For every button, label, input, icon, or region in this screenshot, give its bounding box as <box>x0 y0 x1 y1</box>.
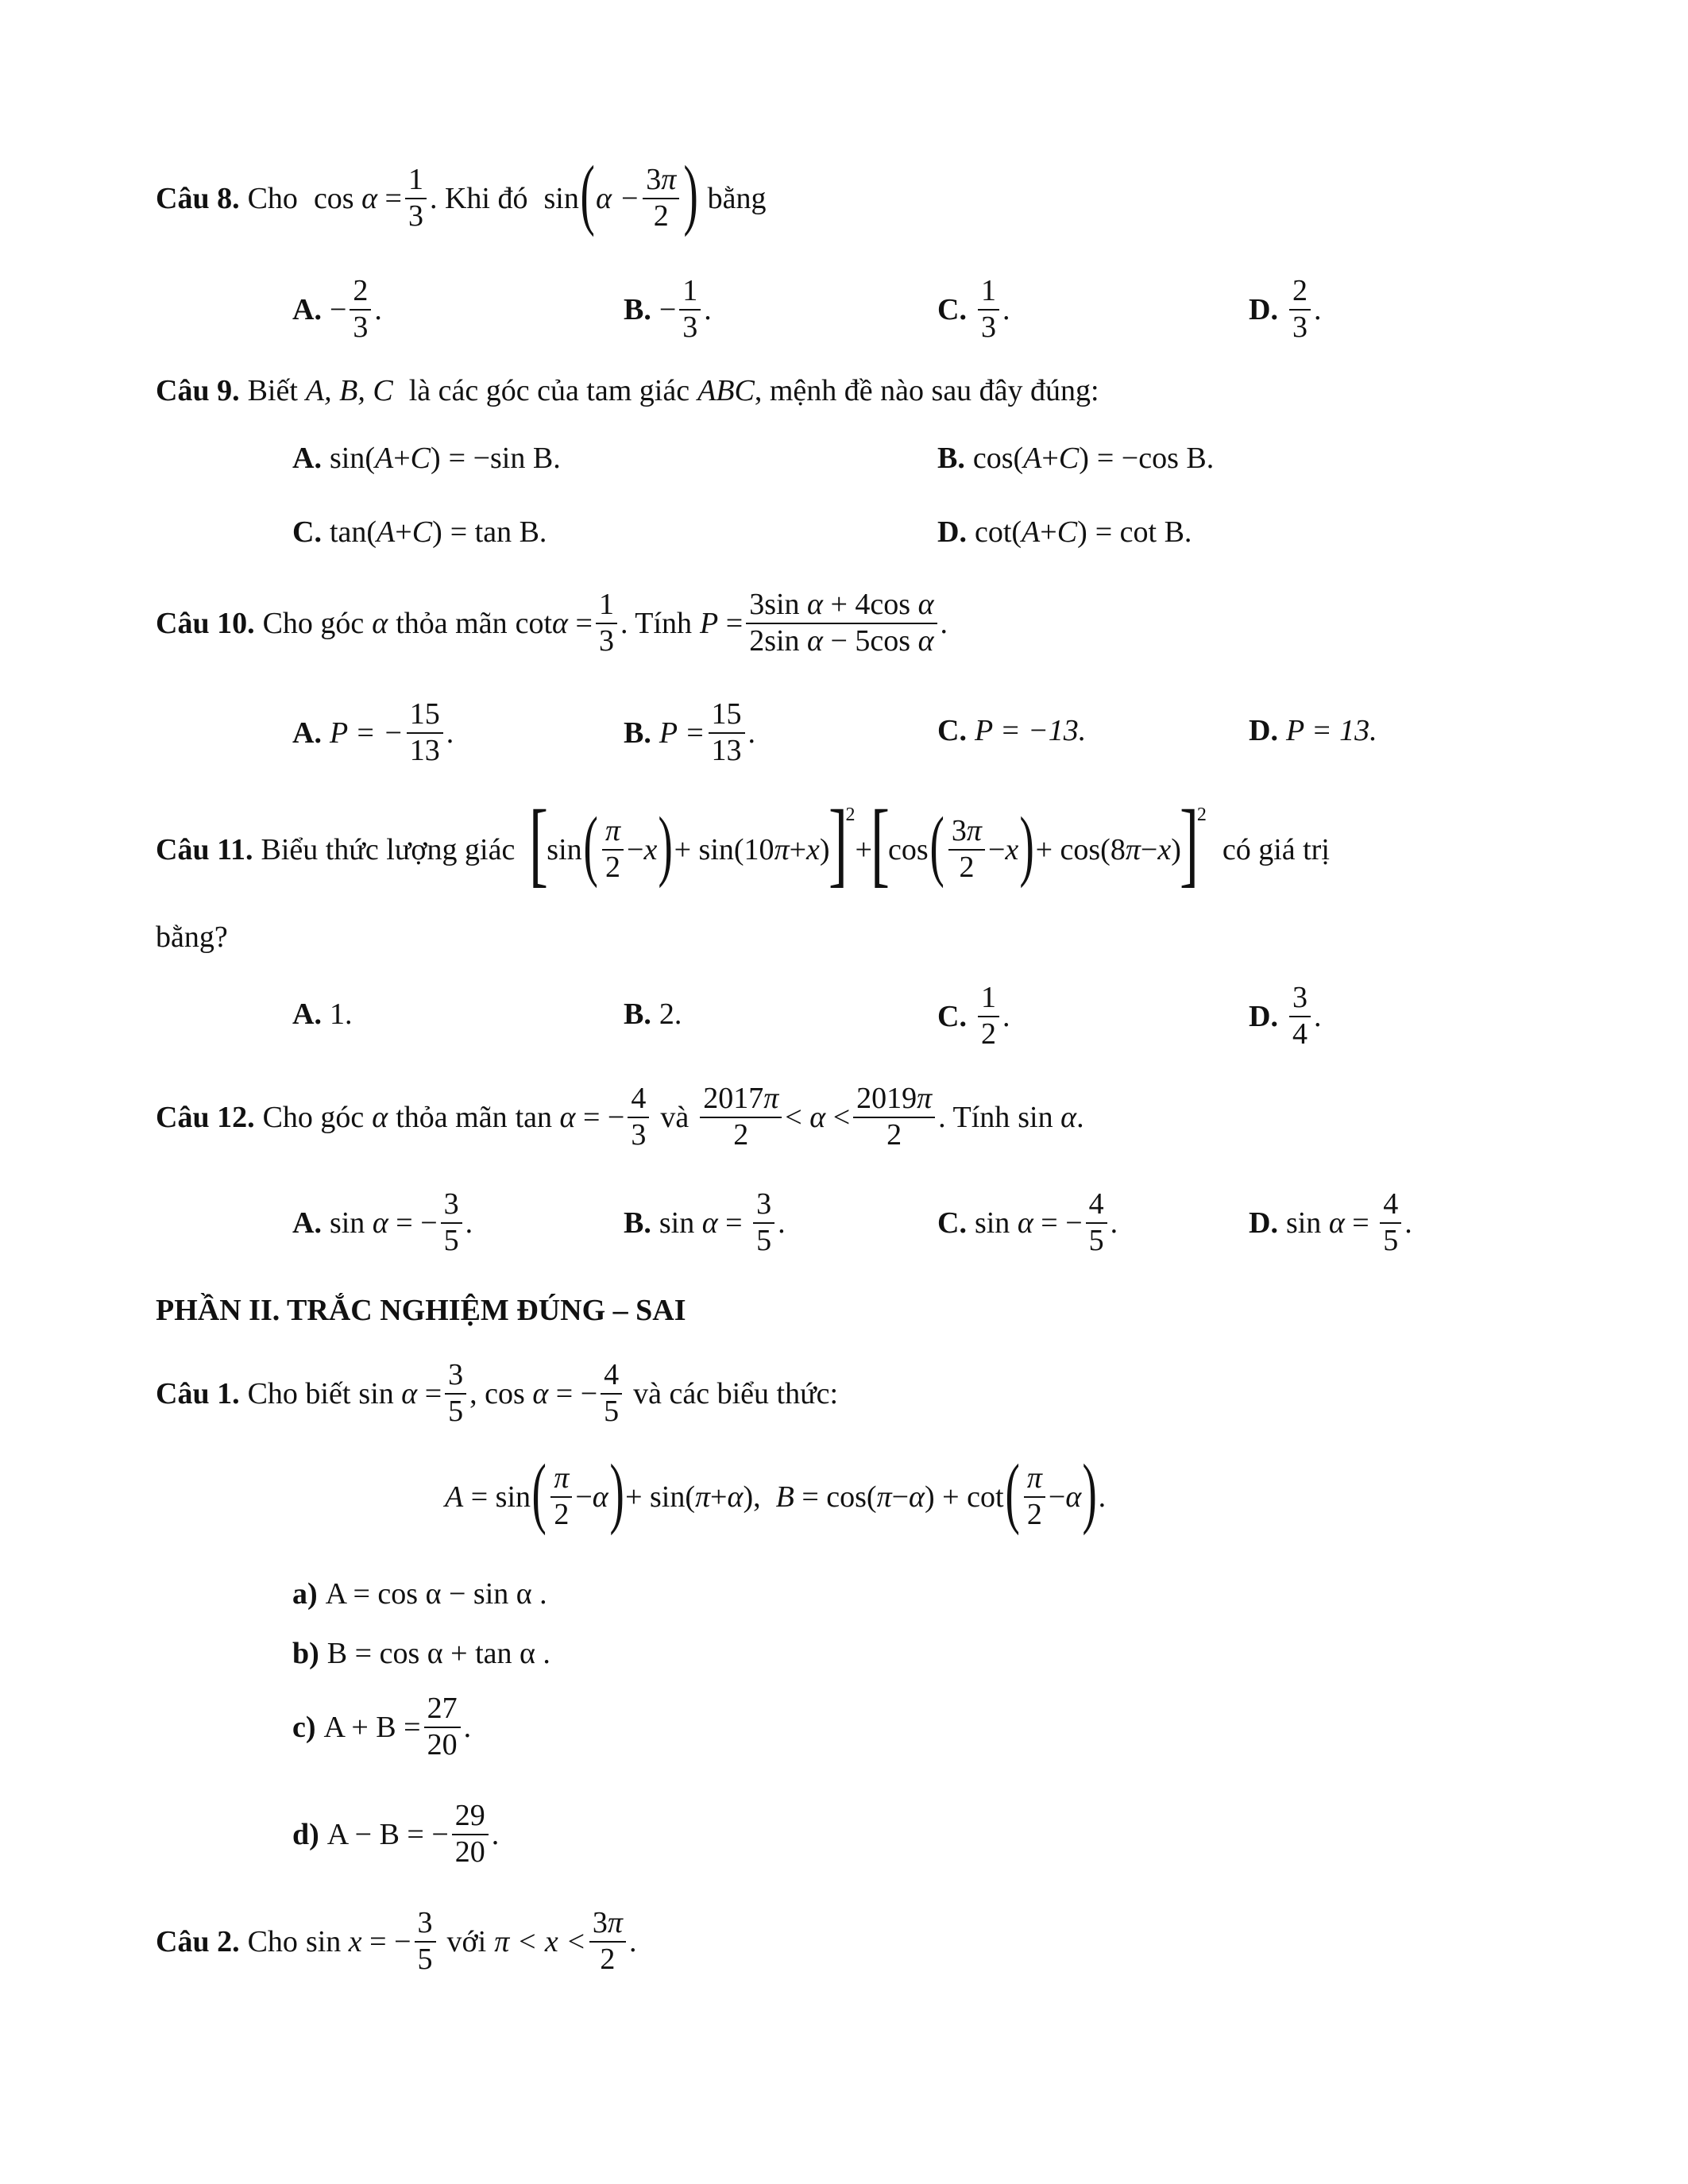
fraction: $\frac{3\pi}{2}$ <box>643 163 679 233</box>
option-label: A. <box>292 1206 322 1240</box>
option-label: A. <box>292 997 322 1031</box>
question-text: và các biểu thức: <box>633 1376 839 1410</box>
question-label: Câu 12. <box>156 1100 255 1134</box>
question-label: Câu 10. <box>156 606 255 640</box>
option-label: D. <box>1249 1206 1278 1240</box>
question-text: . Tính <box>620 606 693 640</box>
fraction: $\frac{1}{2}$ <box>978 981 999 1051</box>
fraction: $\frac{2019\pi}{2}$ <box>853 1082 935 1152</box>
math-expression: = −cos B. <box>1096 442 1215 475</box>
question-text: với <box>446 1924 487 1958</box>
question-text: Cho <box>247 182 298 215</box>
fraction: $\frac{3\pi}{2}$ <box>589 1906 626 1977</box>
math-expression: = tan B. <box>450 515 547 549</box>
fraction: $\frac{3}{4}$ <box>1289 981 1311 1051</box>
math-expression: tan α = − <box>515 1100 625 1134</box>
question-text: Cho <box>247 1924 298 1958</box>
question-12: Câu 12. Cho góc α thỏa mãn tan α = − $\frac{4}{3}$ và $\frac{2017\pi}{2}$ < α < $\frac{2019\pi}{2}$ . Tính sin α. <box>156 1082 1084 1152</box>
question-label: Câu 11. <box>156 833 253 866</box>
fraction: $\frac{1}{3}$ <box>978 274 999 345</box>
math-expression: P = −13. <box>974 714 1087 747</box>
question-text: . Khi đó <box>429 182 528 215</box>
math-expression: cos α = <box>313 182 402 215</box>
option-a: A. sin α = − $\frac{3}{5}$ . <box>292 1187 473 1257</box>
question-text: . Tính <box>938 1100 1010 1134</box>
question-11: Câu 11. Biểu thức lượng giác [ sin ( $\frac{\pi}{2}$ − x ) + sin(10 π + x ) ] 2 + [ cos ( $\frac{3\pi}{2}$ − x ) + cos(8 π − x ) ] 2 có giá trị <box>156 790 1330 896</box>
statement-a <box>292 1576 547 1611</box>
option-label: C. <box>937 292 967 326</box>
question-text: và <box>660 1100 689 1134</box>
option-d: D. $\frac{3}{4}$ . <box>1249 981 1322 1051</box>
fraction: $\frac{2017\pi}{2}$ <box>700 1082 782 1152</box>
fraction: $\frac{1}{3}$ <box>679 274 701 345</box>
option-b: B. − $\frac{1}{3}$ . <box>624 274 712 344</box>
option-c: C. $\frac{1}{3}$ . <box>937 274 1010 344</box>
option-label: A. <box>292 716 322 750</box>
option-label: B. <box>624 997 651 1031</box>
math-expression: cotα = <box>515 606 593 640</box>
option-label: D. <box>937 515 967 549</box>
option-a: A. sin ( A + C ) = −sin B. <box>292 442 561 475</box>
option-label: C. <box>937 1206 967 1240</box>
fraction: $\frac{4}{5}$ <box>1086 1187 1107 1258</box>
question-label: Câu 9. <box>156 374 240 407</box>
math-expression: sin α. <box>1018 1100 1084 1134</box>
fraction: $\frac{1}{3}$ <box>596 588 617 658</box>
question-10: Câu 10. Cho góc α thỏa mãn cotα = $\frac{1}{3}$ . Tính P = $\frac{\text{3sin α + 4cos α}}{\text{2sin α − 5cos α}}$ . <box>156 588 948 658</box>
fraction: $\frac{2}{3}$ <box>350 274 371 345</box>
math-expression: , cos α = − <box>469 1376 598 1410</box>
option-label: D. <box>1249 292 1278 326</box>
function-name: sin <box>329 442 365 475</box>
option-b: B. sin α = $\frac{3}{5}$ . <box>624 1187 786 1257</box>
question-label: Câu 1. <box>156 1376 240 1410</box>
question-text: Biết <box>247 374 298 407</box>
question-text: có giá trị <box>1222 833 1330 866</box>
question-text: thỏa mãn <box>396 606 508 640</box>
statement-label: d) <box>292 1817 319 1851</box>
math-expression: α − <box>596 182 640 215</box>
option-d: D. sin α = $\frac{4}{5}$ . <box>1249 1187 1412 1257</box>
sign: − <box>659 292 677 326</box>
question-11-cont <box>156 920 228 955</box>
option-b <box>624 997 682 1032</box>
math-expression: sin <box>543 182 579 215</box>
option-label: B. <box>624 716 651 750</box>
option-text: 2. <box>659 997 682 1031</box>
question-text: Biểu thức lượng giác <box>261 833 516 866</box>
function-name: cos <box>972 442 1014 475</box>
math-expression: P = 13. <box>1285 714 1377 747</box>
option-a: A. − $\frac{2}{3}$ . <box>292 274 382 344</box>
math-expression: = −sin B. <box>448 442 561 475</box>
question-text: bằng <box>707 182 767 215</box>
part2-question-2: Câu 2. Cho sin x = − $\frac{3}{5}$ với π < x < $\frac{3\pi}{2}$ . <box>156 1906 637 1976</box>
question-text: , mệnh đề nào sau đây đúng: <box>754 374 1099 407</box>
question-text: bằng? <box>156 920 228 954</box>
question-text: Cho góc <box>262 606 365 640</box>
fraction: $\frac{3}{5}$ <box>753 1187 774 1258</box>
option-c <box>937 713 1086 748</box>
paren: ) <box>683 149 699 237</box>
statement-label: a) <box>292 1577 318 1611</box>
fraction: $\frac{29}{20}$ <box>452 1799 489 1870</box>
fraction: $\frac{4}{5}$ <box>1380 1187 1401 1258</box>
question-text: thỏa mãn <box>396 1100 508 1134</box>
option-label: B. <box>624 292 651 326</box>
fraction: $\frac{15}{13}$ <box>407 697 443 768</box>
option-label: B. <box>937 442 965 475</box>
bracket: [ <box>870 790 890 896</box>
option-b: B. P = $\frac{15}{13}$ . <box>624 697 756 767</box>
math-expression: α <box>372 606 388 640</box>
option-b: B. cos ( A + C ) = −cos B. <box>937 442 1215 475</box>
option-label: C. <box>937 714 967 747</box>
option-d: D. cot ( A + C ) = cot B. <box>937 515 1192 549</box>
math-expression: A, B, C <box>305 374 393 407</box>
option-d <box>1249 713 1377 748</box>
option-c: C. $\frac{1}{2}$ . <box>937 981 1010 1051</box>
option-d: D. $\frac{2}{3}$ . <box>1249 274 1322 344</box>
fraction: $\frac{1}{3}$ <box>405 163 427 233</box>
math-expression: = cot B. <box>1095 515 1192 549</box>
fraction: $\frac{27}{20}$ <box>424 1692 461 1762</box>
math-expression: P = − <box>329 716 404 750</box>
question-label: Câu 2. <box>156 1924 240 1958</box>
question-8 <box>156 149 767 238</box>
option-c: C. sin α = − $\frac{4}{5}$ . <box>937 1187 1118 1257</box>
question-label: Câu 8. <box>156 182 240 215</box>
section-heading: PHẦN II. TRẮC NGHIỆM ĐÚNG – SAI <box>156 1294 686 1327</box>
fraction: $\frac{3}{5}$ <box>445 1358 466 1429</box>
math-expression: α <box>372 1100 388 1134</box>
statement-b <box>292 1636 550 1671</box>
fraction: $\frac{3}{5}$ <box>415 1906 436 1977</box>
paren: ( <box>580 149 595 237</box>
question-text: Cho biết <box>247 1376 351 1410</box>
math-expression: sin x = − <box>305 1924 411 1958</box>
statement-label: b) <box>292 1637 319 1670</box>
statement-text: A − B = − <box>326 1817 449 1851</box>
bracket: [ <box>529 790 549 896</box>
fraction: $\frac{4}{5}$ <box>601 1358 622 1429</box>
option-a <box>292 997 352 1032</box>
math-expression: P <box>700 606 719 640</box>
math-expression: ABC <box>697 374 755 407</box>
fraction: $\frac{3}{5}$ <box>441 1187 462 1258</box>
question-text: Cho góc <box>262 1100 365 1134</box>
statement-text: A = cos α − sin α . <box>325 1577 547 1611</box>
expression-definitions: A = sin ( $\frac{\pi}{2}$ − α ) + sin( π + α ), B = cos( π − α ) + cot ( $\frac{\pi}{2}$ − α ) . <box>445 1448 1107 1536</box>
sign: − <box>329 292 347 326</box>
option-label: A. <box>292 292 322 326</box>
option-label: A. <box>292 442 322 475</box>
math-expression: P = <box>659 716 705 750</box>
bracket: ] <box>828 790 848 896</box>
option-label: B. <box>624 1206 651 1240</box>
question-text: là các góc của tam giác <box>408 374 690 407</box>
math-expression: sin α = <box>358 1376 442 1410</box>
option-label: D. <box>1249 999 1278 1033</box>
statement-text: A + B = <box>323 1710 421 1744</box>
option-text: 1. <box>329 997 353 1031</box>
option-label: D. <box>1249 714 1278 747</box>
question-9 <box>156 373 1099 408</box>
bracket: ] <box>1179 790 1199 896</box>
option-label: C. <box>937 999 967 1033</box>
fraction: $\frac{15}{13}$ <box>709 697 745 768</box>
fraction: $\frac{4}{3}$ <box>628 1082 649 1152</box>
statement-label: c) <box>292 1710 316 1744</box>
statement-text: B = cos α + tan α . <box>326 1637 550 1670</box>
option-a: A. P = − $\frac{15}{13}$ . <box>292 697 454 767</box>
statement-c: c) A + B = $\frac{27}{20}$ . <box>292 1692 472 1761</box>
fraction: $\frac{\text{3sin α + 4cos α}}{\text{2sin α − 5cos α}}$ <box>746 588 937 658</box>
function-name: cot <box>974 515 1012 549</box>
option-label: C. <box>292 515 322 549</box>
function-name: tan <box>329 515 367 549</box>
statement-d: d) A − B = − $\frac{29}{20}$ . <box>292 1799 500 1869</box>
option-c: C. tan ( A + C ) = tan B. <box>292 515 547 549</box>
part2-question-1 <box>156 1358 838 1429</box>
fraction: $\frac{2}{3}$ <box>1289 274 1311 345</box>
math-expression: π < x < <box>494 1924 586 1958</box>
